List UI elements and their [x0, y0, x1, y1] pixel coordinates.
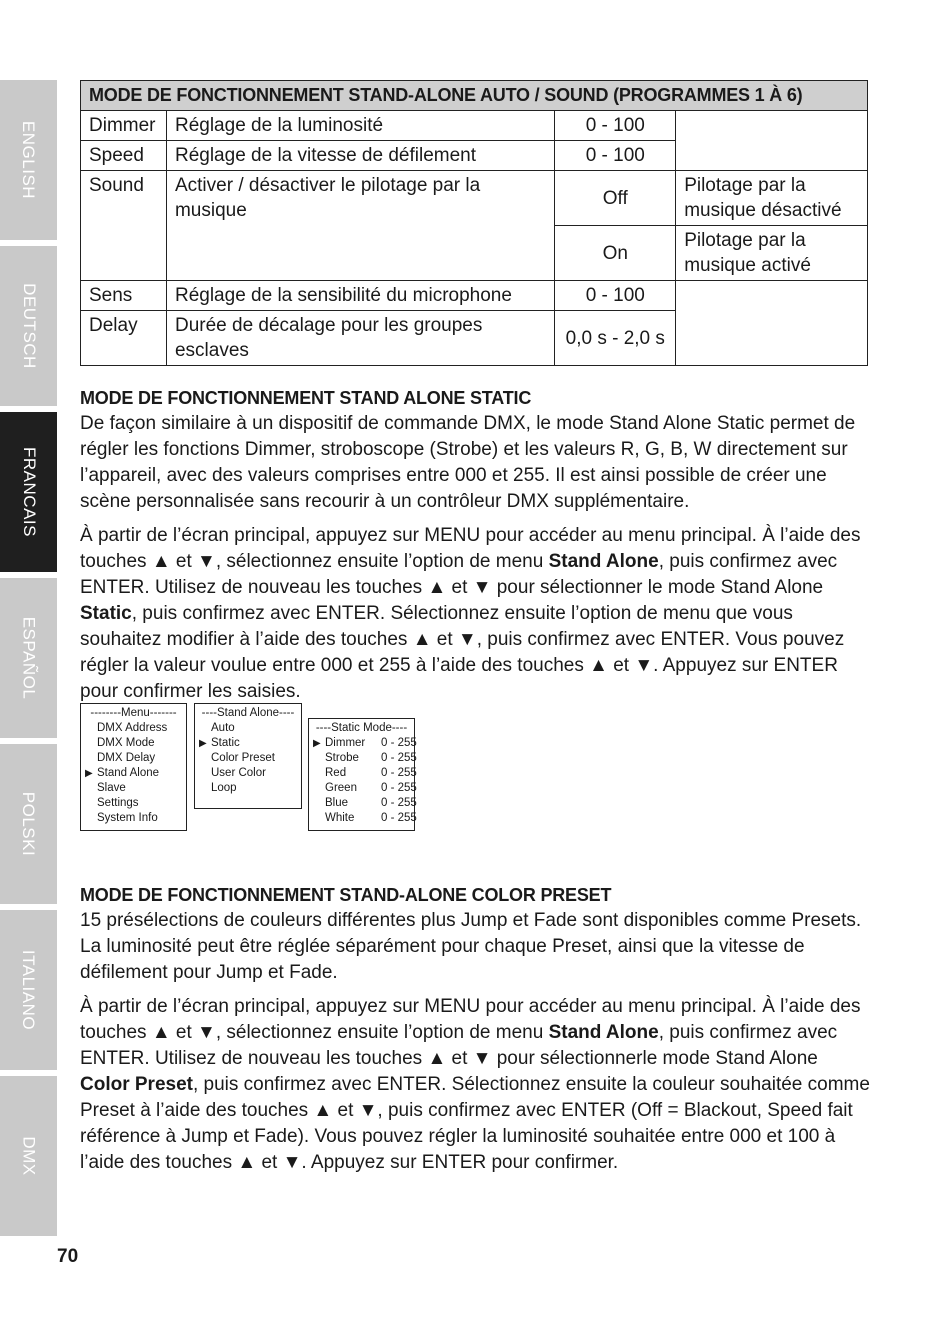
list-item: System Info	[97, 812, 158, 824]
tab-espanol[interactable]: ESPAÑOL	[0, 578, 57, 738]
preset-paragraph-1: 15 présélections de couleurs différentes plus Jump et Fade sont disponibles comme Presets. La luminosité peut être réglée séparément pour chaque Preset, ainsi que la vitesse de défilement pour Jump et Fade.	[80, 910, 862, 983]
list-item: White 0 - 255	[325, 812, 417, 824]
cell-empty	[676, 111, 868, 171]
pointer-icon: ▶	[85, 768, 93, 779]
static-paragraph-1: De façon similaire à un dispositif de commande DMX, le mode Stand Alone Static permet de régler les fonctions Dimmer, stroboscope (Strobe) et les valeurs R, G, B, W directement sur l’appareil, avec des valeurs comprises entre 000 et 255. Il est ainsi possible de créer une scène personnalisée sans recourir à un contrôleur DMX supplémentaire.	[80, 413, 856, 512]
cell-name: Sens	[81, 281, 167, 311]
list-item: ▶ Dimmer 0 - 255	[313, 737, 417, 749]
list-item: Color Preset	[211, 752, 275, 764]
list-item: Blue 0 - 255	[325, 797, 417, 809]
cell-desc: Réglage de la vitesse de défilement	[166, 141, 554, 171]
cell-value: 0,0 s - 2,0 s	[555, 311, 676, 366]
list-item: Green 0 - 255	[325, 782, 417, 794]
tab-dmx[interactable]: DMX	[0, 1076, 57, 1236]
cell-note: Pilotage par la musique désactivé	[676, 171, 868, 226]
table-row-sound-off	[81, 171, 868, 226]
cell-value: On	[555, 226, 676, 281]
tab-francais[interactable]: FRANCAIS	[0, 412, 57, 572]
cell-name: Speed	[81, 141, 167, 171]
list-item: Red 0 - 255	[325, 767, 417, 779]
table-title: MODE DE FONCTIONNEMENT STAND-ALONE AUTO / SOUND (PROGRAMMES 1 À 6)	[81, 81, 868, 111]
list-item: DMX Mode	[97, 737, 155, 749]
cell-name: Dimmer	[81, 111, 167, 141]
cell-empty	[676, 281, 868, 366]
color-preset-section	[80, 885, 870, 1184]
page-number: 70	[57, 1246, 79, 1267]
tab-polski[interactable]: POLSKI	[0, 744, 57, 904]
pointer-icon: ▶	[313, 738, 321, 749]
tab-italiano[interactable]: ITALIANO	[0, 910, 57, 1070]
static-heading: MODE DE FONCTIONNEMENT STAND ALONE STATIC	[80, 388, 532, 408]
list-item: Loop	[211, 782, 237, 794]
cell-value: Off	[555, 171, 676, 226]
static-section	[80, 388, 870, 713]
cell-desc: Réglage de la luminosité	[166, 111, 554, 141]
cell-value: 0 - 100	[555, 111, 676, 141]
table-row-sens	[81, 281, 868, 311]
cell-note: Pilotage par la musique activé	[676, 226, 868, 281]
cell-value: 0 - 100	[555, 281, 676, 311]
lcd-static-mode-menu: ----Static Mode---- ▶ Dimmer 0 - 255 Strobe 0 - 255 Red 0 - 255 Green 0 - 255 Blue 0 - 255 White 0 - 255	[308, 718, 415, 831]
preset-heading: MODE DE FONCTIONNEMENT STAND-ALONE COLOR PRESET	[80, 885, 612, 905]
list-item: DMX Address	[97, 722, 168, 734]
tab-english[interactable]: ENGLISH	[0, 80, 57, 240]
language-tabs	[0, 80, 57, 1242]
cell-desc: Durée de décalage pour les groupes esclaves	[166, 311, 554, 366]
list-item: User Color	[211, 767, 266, 779]
table-row-dimmer	[81, 111, 868, 141]
list-item: Strobe 0 - 255	[325, 752, 417, 764]
lcd-stand-alone-menu: ----Stand Alone---- Auto ▶ Static Color Preset User Color Loop	[194, 703, 302, 809]
cell-name: Delay	[81, 311, 167, 366]
pointer-icon: ▶	[199, 738, 207, 749]
cell-desc: Activer / désactiver le pilotage par la musique	[166, 171, 554, 281]
static-paragraph-2: À partir de l’écran principal, appuyez sur MENU pour accéder au menu principal. À l’aide des touches ▲ et ▼, sélectionnez ensuite l’option de menu Stand Alone, puis confirmez avec ENTER. Utilisez de nouveau les touches ▲ et ▼ pour sélectionner le mode Stand Alone Static, puis confirmez avec ENTER. Sélectionnez ensuite l’option de menu que vous souhaitez modifier à l’aide des touches ▲ et ▼, puis confirmez avec ENTER. Vous pouvez régler la valeur voulue entre 000 et 255 à l’aide des touches ▲ et ▼. Appuyez sur ENTER pour confirmer les saisies.	[80, 525, 861, 702]
list-item: ▶ Static	[199, 737, 240, 749]
list-item: Settings	[97, 797, 139, 809]
list-item: ▶ Stand Alone	[85, 767, 160, 779]
list-item: Auto	[211, 722, 235, 734]
cell-name: Sound	[81, 171, 167, 281]
cell-value: 0 - 100	[555, 141, 676, 171]
list-item: DMX Delay	[97, 752, 156, 764]
auto-sound-table	[80, 80, 868, 366]
list-item: Slave	[97, 782, 126, 794]
preset-paragraph-2: À partir de l’écran principal, appuyez sur MENU pour accéder au menu principal. À l’aide des touches ▲ et ▼, sélectionnez ensuite l’option de menu Stand Alone, puis confirmez avec ENTER. Utilisez de nouveau les touches ▲ et ▼ pour sélectionnerle mode Stand Alone Color Preset, puis confirmez avec ENTER. Sélectionnez ensuite la couleur souhaitée comme Preset à l’aide des touches ▲ et ▼, puis confirmez avec ENTER (Off = Blackout, Speed fait référence à Jump et Fade). Vous pouvez régler la luminosité souhaitée entre 000 et 100 à l’aide des touches ▲ et ▼. Appuyez sur ENTER pour confirmer.	[80, 996, 870, 1173]
lcd-main-menu: --------Menu------- DMX Address DMX Mode DMX Delay ▶ Stand Alone Slave Settings System Info	[80, 703, 187, 831]
cell-desc: Réglage de la sensibilité du microphone	[166, 281, 554, 311]
tab-deutsch[interactable]: DEUTSCH	[0, 246, 57, 406]
